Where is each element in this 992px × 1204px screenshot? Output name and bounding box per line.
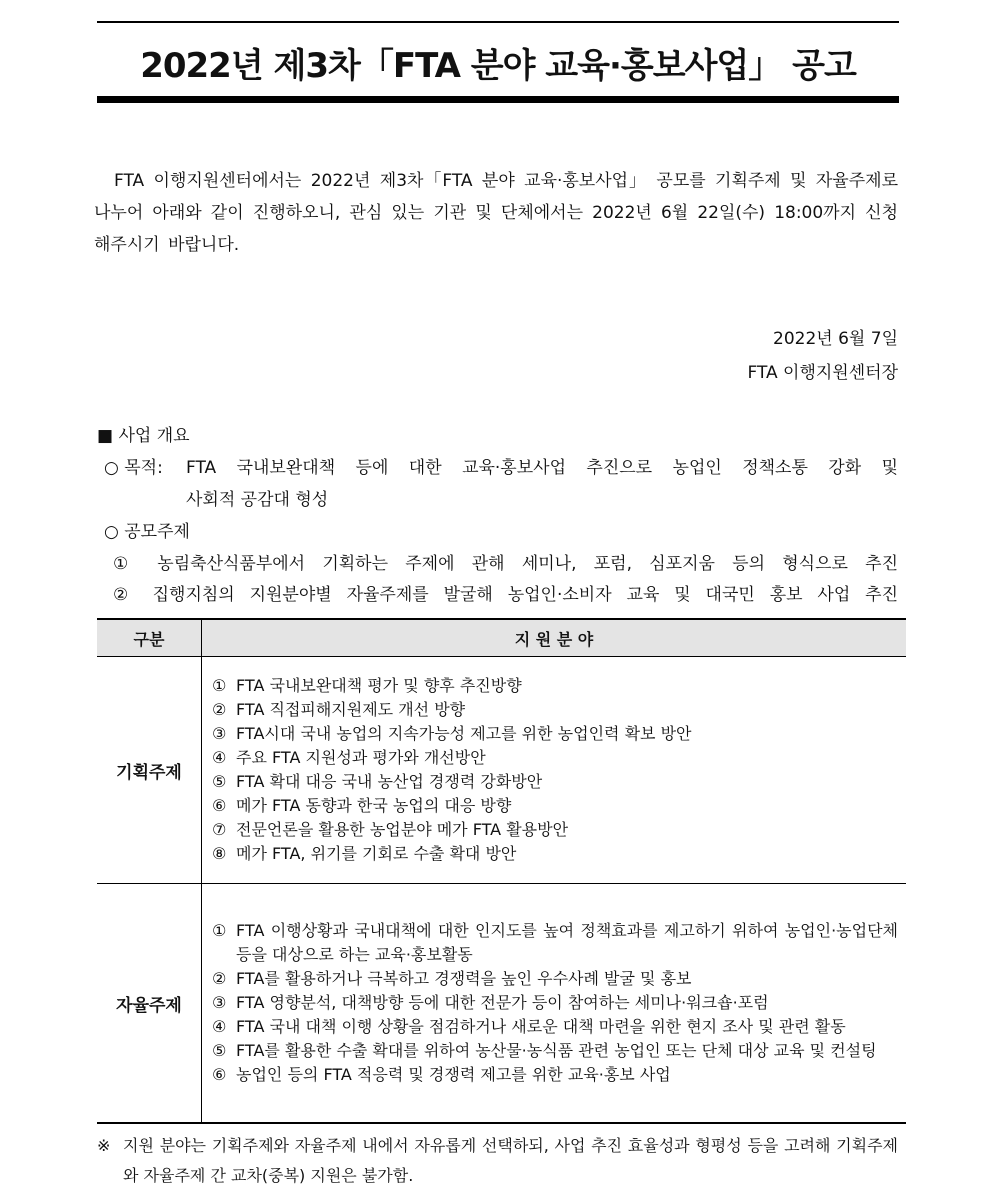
item-number: ② [212,700,227,719]
item-text: FTA를 활용하거나 극복하고 경쟁력을 높인 우수사례 발굴 및 홍보 [236,969,692,988]
item-text: 전문언론을 활용한 농업분야 메가 FTA 활용방안 [236,820,569,839]
item-number: ⑦ [212,820,227,839]
list-item [212,674,898,698]
purpose-text-cont: 사회적 공감대 형성 [186,490,329,510]
list-item [212,818,898,842]
list-item [212,919,898,967]
item-number: ① [212,921,227,940]
row-items [202,884,907,1124]
row-category: 자율주제 [97,884,202,1124]
list-item [212,991,898,1015]
row-items [202,657,907,884]
table-row [97,884,906,1124]
item-number: ③ [212,724,227,743]
support-areas-table [97,618,906,1124]
list-item [212,794,898,818]
overview-heading: ■ 사업 개요 [97,426,190,446]
item-number: ⑤ [212,1041,227,1060]
list-item [212,698,898,722]
item-number: ⑥ [212,796,227,815]
item-number: ④ [212,748,227,767]
table-header-areas: 지 원 분 야 [202,619,907,657]
item-text: FTA를 활용한 수출 확대를 위하여 농산물·농식품 관련 농업인 또는 단체 대상 교육 및 컨설팅 [236,1041,877,1060]
list-item [212,770,898,794]
purpose-text: FTA 국내보완대책 등에 대한 교육·홍보사업 추진으로 농업인 정책소통 강화 및 [186,458,898,478]
item-text: FTA시대 국내 농업의 지속가능성 제고를 위한 농업인력 확보 방안 [236,724,692,743]
note-marker: ※ [97,1136,111,1155]
item-text: FTA 이행상황과 국내대책에 대한 인지도를 높여 정책효과를 제고하기 위하여 농업인·농업단체 등을 대상으로 하는 교육·홍보활동 [236,921,898,964]
issuer: FTA 이행지원센터장 [747,363,898,383]
title-underline [97,96,899,103]
theme-item: ② 집행지침의 지원분야별 자율주제를 발굴해 농업인·소비자 교육 및 대국민 홍보 사업 추진 [113,585,898,605]
list-item [212,722,898,746]
list-item [212,842,898,866]
item-text: 농업인 등의 FTA 적응력 및 경쟁력 제고를 위한 교육·홍보 사업 [236,1065,671,1084]
item-number: ③ [212,993,227,1012]
item-number: ⑤ [212,772,227,791]
top-rule [97,21,899,23]
item-text: FTA 국내보완대책 평가 및 향후 추진방향 [236,676,522,695]
item-number: ⑥ [212,1065,227,1084]
announcement-date: 2022년 6월 7일 [773,329,898,349]
footnote [97,1131,898,1191]
item-text: FTA 영향분석, 대책방향 등에 대한 전문가 등이 참여하는 세미나·워크숍·포럼 [236,993,769,1012]
theme-item: ① 농림축산식품부에서 기획하는 주제에 관해 세미나, 포럼, 심포지움 등의 형식으로 추진 [113,554,898,574]
intro-text: FTA 이행지원센터에서는 2022년 제3차「FTA 분야 교육·홍보사업」 공모를 기획주제 및 자율주제로 나누어 아래와 같이 진행하오니, 관심 있는 기관 및 단체에서는 2022년 6월 22일(수) 18:00까지 신청해주시기 바랍니다. [94,171,898,255]
list-item [212,746,898,770]
note-text: 지원 분야는 기획주제와 자율주제 내에서 자유롭게 선택하되, 사업 추진 효율성과 형평성 등을 고려해 기획주제와 자율주제 간 교차(중복) 지원은 불가함. [123,1136,898,1185]
date-block [747,322,898,390]
item-text: FTA 확대 대응 국내 농산업 경쟁력 강화방안 [236,772,543,791]
purpose-marker: ○ 목적: [104,458,163,478]
item-text: FTA 국내 대책 이행 상황을 점검하거나 새로운 대책 마련을 위한 현지 조사 및 관련 활동 [236,1017,846,1036]
list-item [212,967,898,991]
table-row [97,657,906,884]
theme-heading: ○ 공모주제 [104,522,190,542]
intro-paragraph [94,165,898,261]
item-text: 주요 FTA 지원성과 평가와 개선방안 [236,748,486,767]
item-text: 메가 FTA 동향과 한국 농업의 대응 방향 [236,796,512,815]
item-number: ⑧ [212,844,227,863]
item-text: 메가 FTA, 위기를 기회로 수출 확대 방안 [236,844,517,863]
item-number: ① [212,676,227,695]
item-number: ④ [212,1017,227,1036]
item-number: ② [212,969,227,988]
list-item [212,1063,898,1087]
table-header-category: 구분 [97,619,202,657]
item-text: FTA 직접피해지원제도 개선 방향 [236,700,466,719]
list-item [212,1039,898,1063]
page-title: 2022년 제3차「FTA 분야 교육·홍보사업」 공고 [140,46,856,86]
row-category: 기획주제 [97,657,202,884]
list-item [212,1015,898,1039]
